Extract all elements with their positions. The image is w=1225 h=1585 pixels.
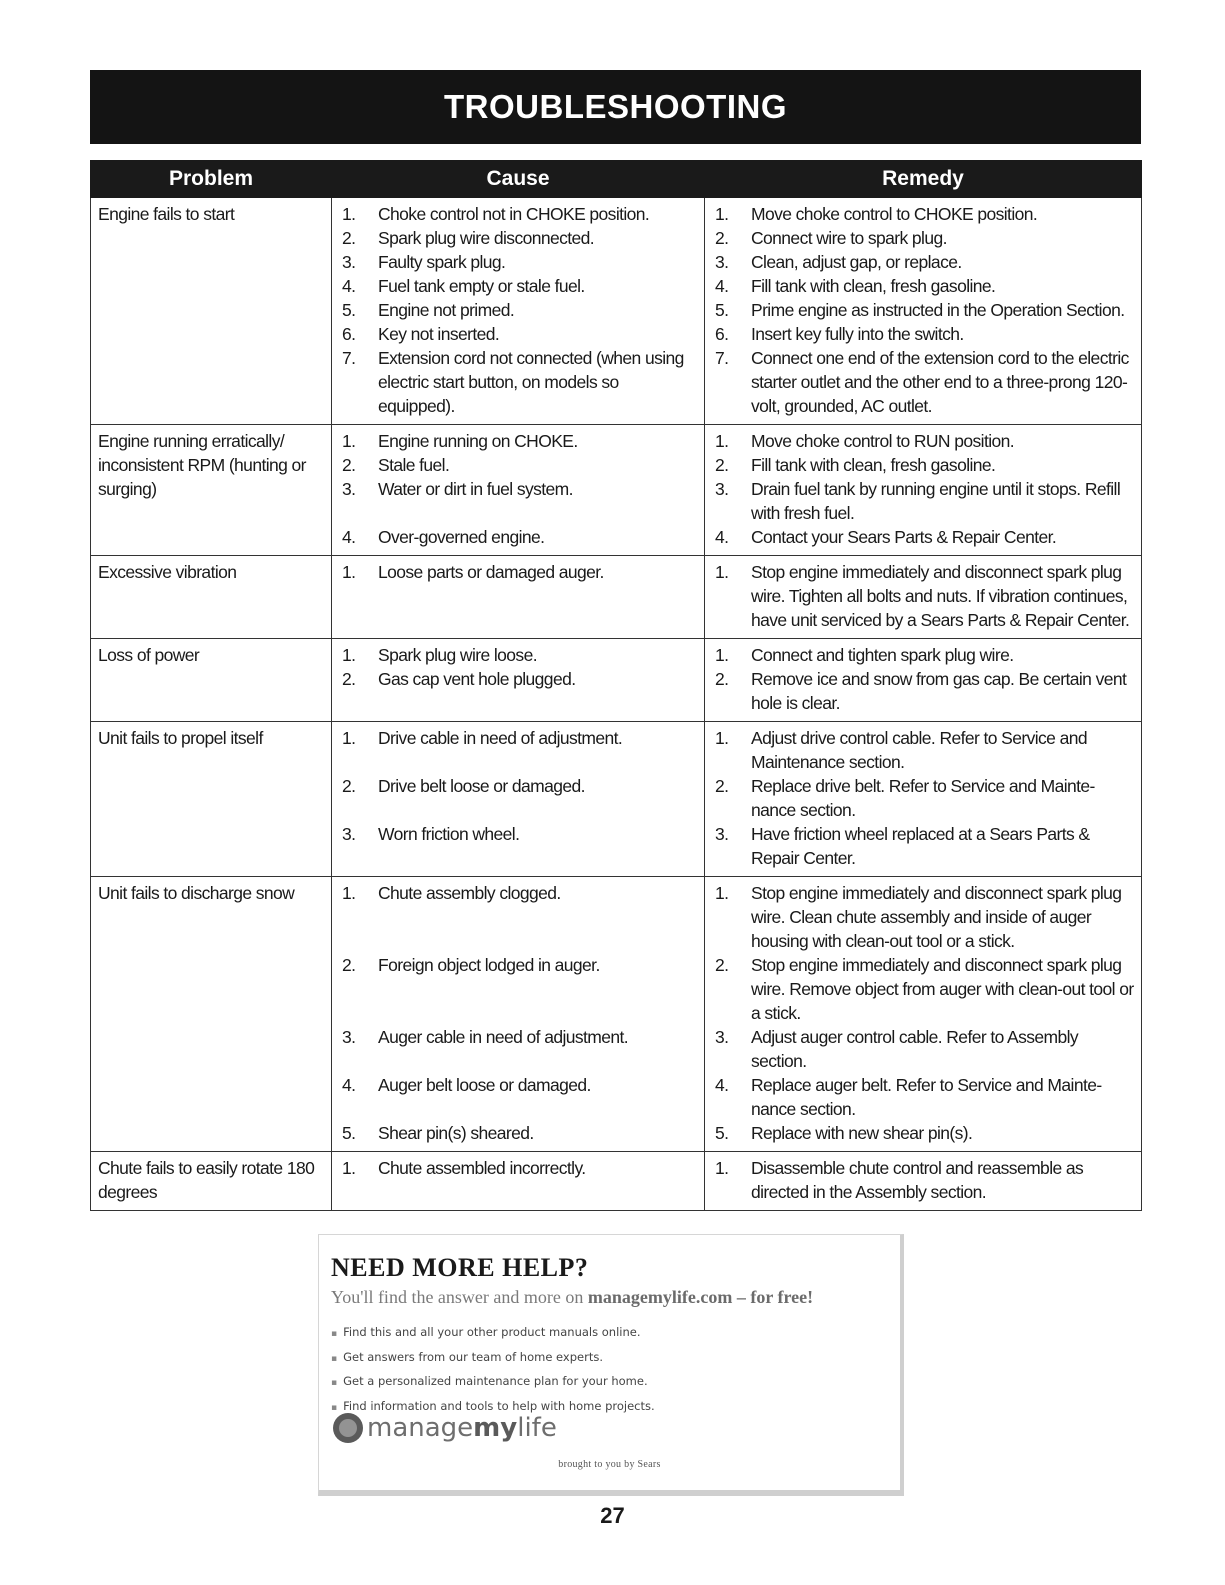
title-banner	[90, 70, 1141, 144]
logo-circle-icon	[333, 1413, 363, 1443]
cause-item-number: 2.	[342, 228, 356, 248]
cause-item-text: Loose parts or damaged auger.	[378, 562, 604, 582]
cause-item	[338, 1156, 698, 1204]
cause-item	[338, 822, 698, 870]
cause-item-text: Chute assembled incorrectly.	[378, 1158, 586, 1178]
cause-item	[338, 774, 698, 822]
troubleshooting-table	[90, 160, 1142, 1211]
remedy-item-number: 4.	[715, 276, 729, 296]
cause-item	[338, 322, 698, 346]
remedy-item-text: Stop engine immediately and disconnect spark plug wire. Tighten all bolts and nuts. If vibration continues, have unit serviced by a Sears Parts & Repair Center.	[751, 562, 1130, 630]
remedy-item	[711, 560, 1135, 632]
cause-item	[338, 1073, 698, 1121]
cause-item-number: 5.	[342, 1123, 356, 1143]
remedy-item-number: 3.	[715, 1027, 729, 1047]
remedy-item	[711, 477, 1135, 525]
cause-item-text: Spark plug wire disconnected.	[378, 228, 595, 248]
problem-cell: Unit fails to discharge snow	[91, 877, 332, 1152]
cause-item-number: 5.	[342, 300, 356, 320]
cause-item	[338, 881, 698, 953]
remedy-item-text: Stop engine immediately and disconnect spark plug wire. Clean chute assembly and inside of auger housing with clean-out tool or a stick.	[751, 883, 1122, 951]
remedy-item-text: Move choke control to CHOKE position.	[751, 204, 1038, 224]
remedy-item-text: Prime engine as instructed in the Operation Section.	[751, 300, 1125, 320]
help-bullet: ▪ Get answers from our team of home experts.	[331, 1346, 655, 1371]
problem-cell: Loss of power	[91, 639, 332, 722]
remedy-item-text: Adjust drive control cable. Refer to Service and Maintenance section.	[751, 728, 1087, 772]
problem-cell: Excessive vibration	[91, 556, 332, 639]
cause-item	[338, 560, 698, 632]
cause-item-text: Engine running on CHOKE.	[378, 431, 578, 451]
cause-item-number: 1.	[342, 431, 356, 451]
cause-item	[338, 1121, 698, 1145]
remedy-item	[711, 643, 1135, 667]
remedy-item-text: Drain fuel tank by running engine until it stops. Refill with fresh fuel.	[751, 479, 1121, 523]
cause-item-text: Choke control not in CHOKE position.	[378, 204, 650, 224]
brought-by-text: brought to you by Sears	[558, 1459, 661, 1470]
problem-cell: Engine running erratically/ inconsistent RPM (hunting or surging)	[91, 425, 332, 556]
remedy-item-number: 1.	[715, 728, 729, 748]
remedy-item	[711, 1073, 1135, 1121]
help-subtitle	[331, 1287, 813, 1308]
remedy-cell	[705, 722, 1142, 877]
cause-item	[338, 226, 698, 250]
remedy-item-text: Fill tank with clean, fresh gasoline.	[751, 276, 996, 296]
help-subtitle-link: managemylife.com – for free!	[587, 1287, 814, 1307]
table-row	[91, 722, 1142, 877]
remedy-item-number: 1.	[715, 204, 729, 224]
remedy-item	[711, 525, 1135, 549]
remedy-item	[711, 667, 1135, 715]
cause-item-number: 7.	[342, 348, 356, 368]
remedy-item-number: 2.	[715, 669, 729, 689]
cause-item-text: Shear pin(s) sheared.	[378, 1123, 534, 1143]
remedy-item-number: 2.	[715, 455, 729, 475]
cause-item-text: Faulty spark plug.	[378, 252, 506, 272]
table-row	[91, 877, 1142, 1152]
cause-item-text: Spark plug wire loose.	[378, 645, 537, 665]
remedy-item	[711, 322, 1135, 346]
header-cause: Cause	[332, 161, 705, 198]
remedy-item	[711, 346, 1135, 418]
remedy-cell	[705, 877, 1142, 1152]
need-more-help-box	[318, 1234, 904, 1496]
remedy-item	[711, 298, 1135, 322]
remedy-cell	[705, 556, 1142, 639]
managemylife-logo	[333, 1413, 557, 1443]
cause-item-text: Auger cable in need of adjustment.	[378, 1027, 629, 1047]
cause-item	[338, 453, 698, 477]
cause-item-number: 3.	[342, 252, 356, 272]
help-bullet-list	[331, 1321, 655, 1419]
cause-item-number: 2.	[342, 955, 356, 975]
remedy-cell	[705, 639, 1142, 722]
remedy-item-text: Replace auger belt. Refer to Service and Mainte- nance section.	[751, 1075, 1102, 1119]
help-bullet: ▪ Find this and all your other product manuals online.	[331, 1321, 655, 1346]
cause-item	[338, 667, 698, 715]
cause-item-text: Worn friction wheel.	[378, 824, 520, 844]
cause-item-number: 4.	[342, 276, 356, 296]
remedy-item-text: Move choke control to RUN position.	[751, 431, 1015, 451]
cause-item-number: 1.	[342, 645, 356, 665]
remedy-item-text: Fill tank with clean, fresh gasoline.	[751, 455, 996, 475]
remedy-item-number: 5.	[715, 1123, 729, 1143]
cause-item	[338, 274, 698, 298]
table-row	[91, 198, 1142, 425]
remedy-item-number: 2.	[715, 955, 729, 975]
remedy-item	[711, 881, 1135, 953]
remedy-item-text: Clean, adjust gap, or replace.	[751, 252, 962, 272]
cause-item-number: 4.	[342, 1075, 356, 1095]
remedy-item-number: 5.	[715, 300, 729, 320]
cause-item-number: 3.	[342, 479, 356, 499]
remedy-item-text: Disassemble chute control and reassemble as directed in the Assembly section.	[751, 1158, 1084, 1202]
cause-item-text: Foreign object lodged in auger.	[378, 955, 600, 975]
remedy-item-number: 6.	[715, 324, 729, 344]
remedy-item-text: Remove ice and snow from gas cap. Be certain vent hole is clear.	[751, 669, 1127, 713]
cause-item-number: 1.	[342, 728, 356, 748]
remedy-item-number: 3.	[715, 479, 729, 499]
remedy-item	[711, 822, 1135, 870]
remedy-item-number: 2.	[715, 228, 729, 248]
remedy-item-number: 4.	[715, 527, 729, 547]
remedy-item	[711, 274, 1135, 298]
cause-item-number: 1.	[342, 562, 356, 582]
cause-cell	[332, 198, 705, 425]
remedy-item	[711, 726, 1135, 774]
help-bullet: ▪ Find information and tools to help with home projects.	[331, 1395, 655, 1420]
remedy-item-number: 3.	[715, 824, 729, 844]
remedy-item-text: Contact your Sears Parts & Repair Center.	[751, 527, 1057, 547]
remedy-item-text: Stop engine immediately and disconnect spark plug wire. Remove object from auger with clean-out tool or a stick.	[751, 955, 1134, 1023]
cause-item-number: 6.	[342, 324, 356, 344]
remedy-item	[711, 953, 1135, 1025]
cause-item-number: 4.	[342, 527, 356, 547]
remedy-item-number: 1.	[715, 562, 729, 582]
cause-item-text: Over-governed engine.	[378, 527, 545, 547]
problem-cell: Unit fails to propel itself	[91, 722, 332, 877]
remedy-item	[711, 429, 1135, 453]
header-remedy: Remedy	[705, 161, 1142, 198]
remedy-item	[711, 226, 1135, 250]
cause-item	[338, 525, 698, 549]
help-subtitle-text: You'll find the answer and more on	[331, 1287, 588, 1307]
cause-item-number: 1.	[342, 204, 356, 224]
cause-item-text: Extension cord not connected (when using electric start button, on models so equipped).	[378, 348, 684, 416]
cause-item	[338, 726, 698, 774]
remedy-item-text: Adjust auger control cable. Refer to Assembly section.	[751, 1027, 1079, 1071]
problem-cell: Chute fails to easily rotate 180 degrees	[91, 1152, 332, 1211]
page-title: TROUBLESHOOTING	[444, 88, 787, 125]
remedy-item-text: Replace with new shear pin(s).	[751, 1123, 973, 1143]
cause-item-number: 2.	[342, 455, 356, 475]
table-row	[91, 1152, 1142, 1211]
cause-item-text: Fuel tank empty or stale fuel.	[378, 276, 585, 296]
cause-item-text: Engine not primed.	[378, 300, 515, 320]
page-number: 27	[600, 1503, 625, 1528]
cause-item	[338, 643, 698, 667]
remedy-cell	[705, 425, 1142, 556]
remedy-item-number: 1.	[715, 883, 729, 903]
remedy-item	[711, 202, 1135, 226]
cause-item-number: 1.	[342, 1158, 356, 1178]
cause-cell	[332, 639, 705, 722]
cause-cell	[332, 425, 705, 556]
remedy-item-text: Connect and tighten spark plug wire.	[751, 645, 1014, 665]
cause-cell	[332, 877, 705, 1152]
cause-item-number: 3.	[342, 824, 356, 844]
remedy-item-number: 1.	[715, 645, 729, 665]
cause-item	[338, 346, 698, 418]
remedy-item-text: Insert key fully into the switch.	[751, 324, 964, 344]
cause-item-text: Gas cap vent hole plugged.	[378, 669, 576, 689]
remedy-item	[711, 774, 1135, 822]
cause-item	[338, 953, 698, 1025]
remedy-item	[711, 453, 1135, 477]
table-row	[91, 639, 1142, 722]
cause-item	[338, 429, 698, 453]
table-header-row	[91, 161, 1142, 198]
help-bullet: ▪ Get a personalized maintenance plan for your home.	[331, 1370, 655, 1395]
remedy-item	[711, 1156, 1135, 1204]
remedy-item-number: 4.	[715, 1075, 729, 1095]
remedy-item-number: 1.	[715, 1158, 729, 1178]
cause-cell	[332, 722, 705, 877]
remedy-item-text: Replace drive belt. Refer to Service and Mainte- nance section.	[751, 776, 1095, 820]
remedy-cell	[705, 198, 1142, 425]
remedy-item-text: Connect one end of the extension cord to the electric starter outlet and the other end to a three-prong 120-volt, grounded, AC outlet.	[751, 348, 1129, 416]
cause-item	[338, 250, 698, 274]
remedy-item-number: 1.	[715, 431, 729, 451]
cause-item-number: 2.	[342, 776, 356, 796]
cause-cell	[332, 1152, 705, 1211]
remedy-item-number: 3.	[715, 252, 729, 272]
remedy-item-number: 2.	[715, 776, 729, 796]
cause-item	[338, 1025, 698, 1073]
remedy-cell	[705, 1152, 1142, 1211]
logo-wordmark: managemylife	[367, 1413, 557, 1443]
cause-item	[338, 298, 698, 322]
cause-item	[338, 202, 698, 226]
cause-item-number: 1.	[342, 883, 356, 903]
remedy-item-text: Connect wire to spark plug.	[751, 228, 947, 248]
cause-item-text: Water or dirt in fuel system.	[378, 479, 573, 499]
problem-cell: Engine fails to start	[91, 198, 332, 425]
remedy-item	[711, 250, 1135, 274]
remedy-item	[711, 1121, 1135, 1145]
table-row	[91, 556, 1142, 639]
cause-item-number: 3.	[342, 1027, 356, 1047]
cause-item-text: Key not inserted.	[378, 324, 500, 344]
help-title: NEED MORE HELP?	[331, 1253, 589, 1282]
cause-cell	[332, 556, 705, 639]
cause-item-text: Drive belt loose or damaged.	[378, 776, 585, 796]
remedy-item-number: 7.	[715, 348, 729, 368]
table-row	[91, 425, 1142, 556]
cause-item-text: Stale fuel.	[378, 455, 450, 475]
cause-item-text: Auger belt loose or damaged.	[378, 1075, 591, 1095]
cause-item	[338, 477, 698, 525]
cause-item-number: 2.	[342, 669, 356, 689]
remedy-item	[711, 1025, 1135, 1073]
cause-item-text: Drive cable in need of adjustment.	[378, 728, 623, 748]
header-problem: Problem	[91, 161, 332, 198]
remedy-item-text: Have friction wheel replaced at a Sears Parts & Repair Center.	[751, 824, 1090, 868]
cause-item-text: Chute assembly clogged.	[378, 883, 561, 903]
